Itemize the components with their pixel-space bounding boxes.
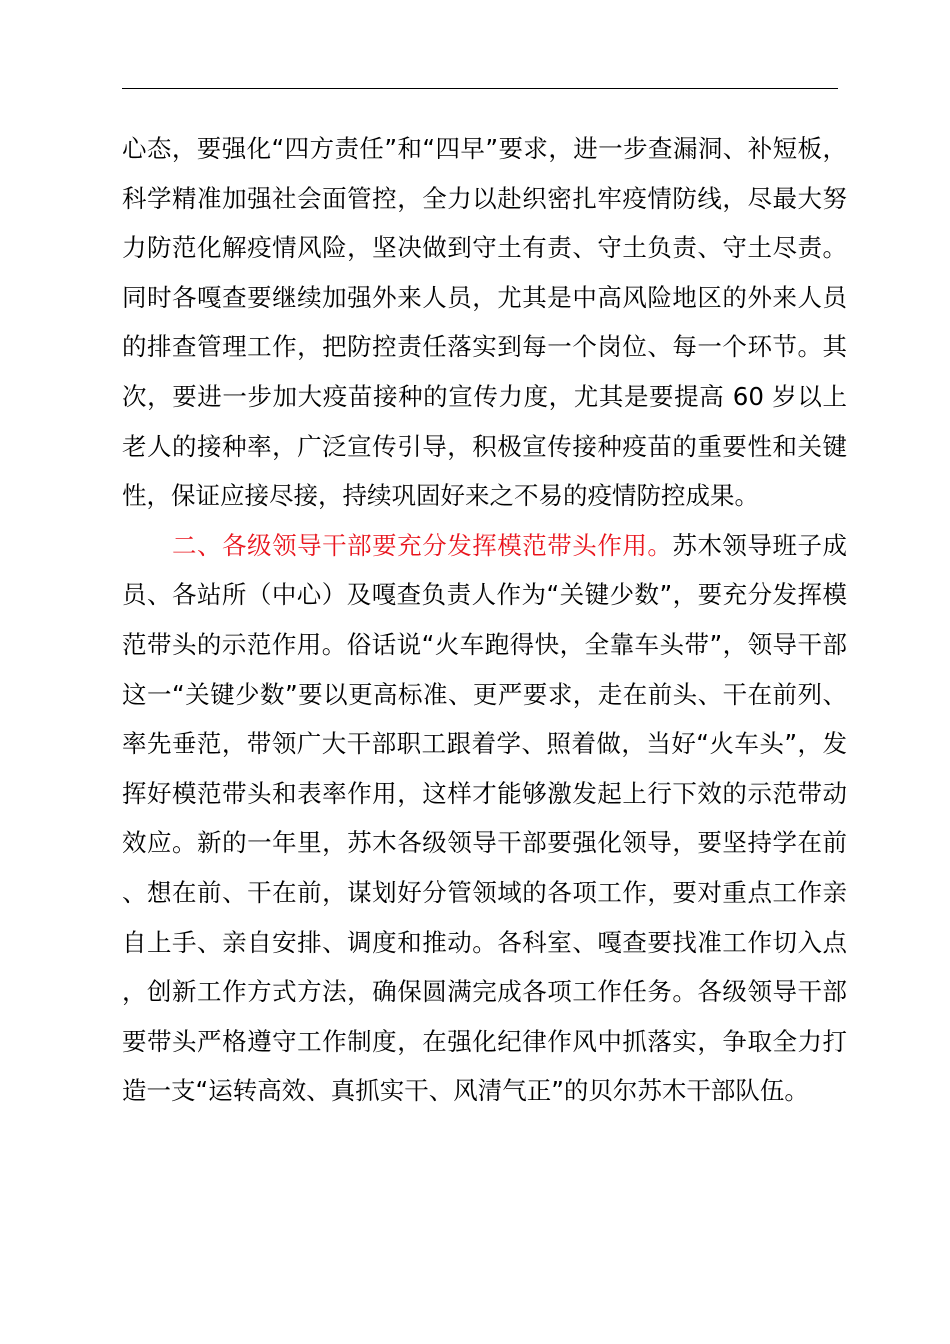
paragraph-continuation: 心态，要强化“四方责任”和“四早”要求，进一步查漏洞、补短板，科学精准加强社会面管控，全力以赴织密扎牢疫情防线，尽最大努力防范化解疫情风险，坚决做到守土有责、守土负责、守土尽责。同时各嘎查要继续加强外来人员，尤其是中高风险地区的外来人员的排查管理工作，把防控责任落实到每一个岗位、每一个环节。其次，要进一步加大疫苗接种的宣传力度，尤其是要提高 60 岁以上老人的接种率，广泛宣传引导，积极宣传接种疫苗的重要性和关键性，保证应接尽接，持续巩固好来之不易的疫情防控成果。 [122,134,847,511]
section-2-paragraph [122,521,847,1116]
section-2-heading: 二、各级领导干部要充分发挥模范带头作用。 [172,530,673,560]
document-body [122,124,847,1116]
section-2-body: 苏木领导班子成员、各站所（中心）及嘎查负责人作为“关键少数”，要充分发挥模范带头的示范作用。俗话说“火车跑得快，全靠车头带”，领导干部这一“关键少数”要以更高标准、更严要求，走在前头、干在前列、率先垂范，带领广大干部职工跟着学、照着做，当好“火车头”，发挥好模范带头和表率作用，这样才能够激发起上行下效的示范带动效应。新的一年里，苏木各级领导干部要强化领导，要坚持学在前、想在前、干在前，谋划好分管领域的各项工作，要对重点工作亲自上手、亲自安排、调度和推动。各科室、嘎查要找准工作切入点，创新工作方式方法，确保圆满完成各项工作任务。各级领导干部要带头严格遵守工作制度，在强化纪律作风中抓落实，争取全力打造一支“运转高效、真抓实干、风清气正”的贝尔苏木干部队伍。 [122,530,848,1106]
header-rule [122,88,838,89]
